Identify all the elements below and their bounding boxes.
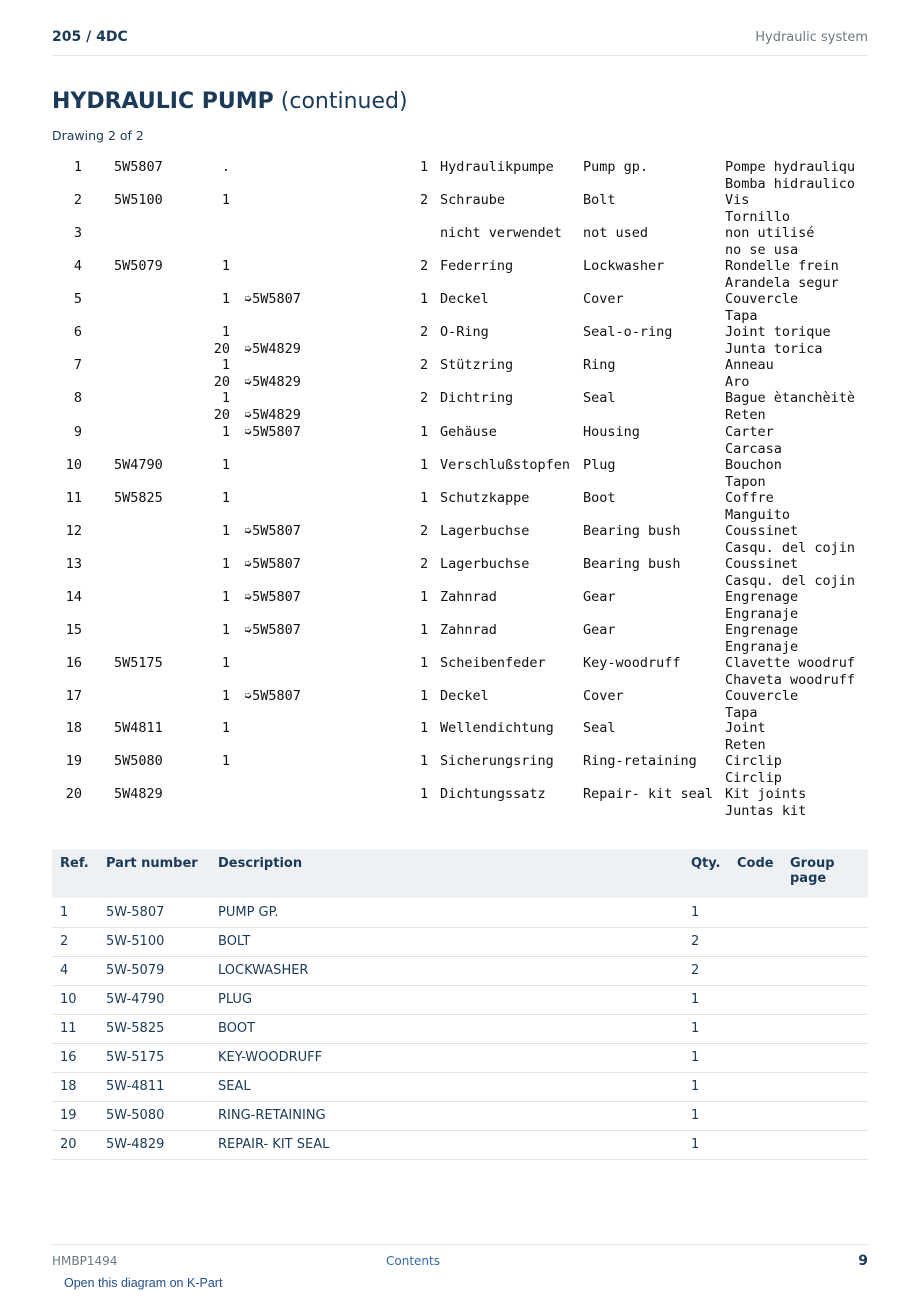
legacy-desc-fr: Carter <box>725 424 774 440</box>
cell-part-number: 5W-4790 <box>106 985 218 1014</box>
legacy-desc-es: Reten <box>725 737 766 753</box>
cell-part-number: 5W-5100 <box>106 927 218 956</box>
legacy-cross-ref: ➭5W5807 <box>244 589 301 605</box>
legacy-desc-en: Cover <box>583 688 624 704</box>
legacy-ref: 16 <box>65 655 82 671</box>
legacy-row <box>0 688 920 722</box>
cell-ref: 18 <box>52 1072 106 1101</box>
table-row <box>52 1043 868 1072</box>
cell-ref: 10 <box>52 985 106 1014</box>
legacy-part-number: 5W4811 <box>114 720 163 736</box>
legacy-cross-ref-sub: ➭5W4829 <box>244 407 301 423</box>
legacy-qty-2: 2 <box>420 523 429 539</box>
legacy-desc-de: Dichtungssatz <box>440 786 546 802</box>
col-header-ref: Ref. <box>60 856 89 871</box>
legacy-desc-de: Zahnrad <box>440 589 497 605</box>
legacy-desc-de: Scheibenfeder <box>440 655 546 671</box>
cell-part-number: 5W-5175 <box>106 1043 218 1072</box>
table-row <box>52 898 868 927</box>
legacy-ref: 5 <box>73 291 82 307</box>
legacy-ref: 20 <box>65 786 82 802</box>
cell-group-page <box>790 985 868 1014</box>
cell-group-page <box>790 956 868 985</box>
legacy-desc-es: Casqu. del cojin <box>725 540 856 556</box>
legacy-qty: 1 <box>221 324 230 340</box>
contents-link[interactable]: Contents <box>386 1254 440 1268</box>
table-row <box>52 956 868 985</box>
legacy-desc-es: Bomba hidraulico <box>725 176 856 192</box>
legacy-desc-de: Schutzkappe <box>440 490 530 506</box>
legacy-desc-en: Bearing bush <box>583 523 681 539</box>
legacy-part-number: 5W5080 <box>114 753 163 769</box>
cell-part-number: 5W-4829 <box>106 1130 218 1159</box>
parts-table <box>52 849 868 1160</box>
legacy-row <box>0 457 920 491</box>
legacy-desc-es: Juntas kit <box>725 803 807 819</box>
legacy-ref: 11 <box>65 490 82 506</box>
legacy-desc-de: Hydraulikpumpe <box>440 159 554 175</box>
legacy-qty-sub: 20 <box>213 407 230 423</box>
legacy-row <box>0 622 920 656</box>
legacy-desc-fr: Clavette woodruf <box>725 655 856 671</box>
legacy-qty: 1 <box>221 291 230 307</box>
legacy-qty: 1 <box>221 258 230 274</box>
legacy-desc-fr: Engrenage <box>725 589 799 605</box>
cell-description: BOOT <box>218 1014 691 1043</box>
legacy-qty-2: 1 <box>420 622 429 638</box>
legacy-qty-2: 1 <box>420 786 429 802</box>
legacy-desc-de: Sicherungsring <box>440 753 554 769</box>
legacy-ref: 13 <box>65 556 82 572</box>
legacy-part-number: 5W5825 <box>114 490 163 506</box>
legacy-desc-en: Bearing bush <box>583 556 681 572</box>
cell-description: RING-RETAINING <box>218 1101 691 1130</box>
legacy-desc-es: Tapon <box>725 474 766 490</box>
legacy-qty-sub: 20 <box>213 374 230 390</box>
legacy-qty: 1 <box>221 192 230 208</box>
legacy-desc-de: nicht verwendet <box>440 225 562 241</box>
table-row <box>52 1014 868 1043</box>
legacy-desc-fr: Pompe hydrauliqu <box>725 159 856 175</box>
legacy-ref: 18 <box>65 720 82 736</box>
legacy-row <box>0 786 920 820</box>
legacy-row <box>0 424 920 458</box>
cell-description: REPAIR- KIT SEAL <box>218 1130 691 1159</box>
legacy-cross-ref: ➭5W5807 <box>244 523 301 539</box>
legacy-qty-2: 1 <box>420 720 429 736</box>
legacy-qty: 1 <box>221 753 230 769</box>
legacy-desc-de: Deckel <box>440 291 489 307</box>
legacy-qty: 1 <box>221 720 230 736</box>
legacy-qty-2: 2 <box>420 556 429 572</box>
cell-description: LOCKWASHER <box>218 956 691 985</box>
legacy-desc-es: Tornillo <box>725 209 791 225</box>
legacy-qty-2: 2 <box>420 192 429 208</box>
legacy-cross-ref: ➭5W5807 <box>244 291 301 307</box>
legacy-qty-2: 1 <box>420 424 429 440</box>
legacy-qty: 1 <box>221 457 230 473</box>
legacy-row <box>0 523 920 557</box>
legacy-ref: 3 <box>73 225 82 241</box>
cell-code <box>737 1014 790 1043</box>
legacy-row <box>0 225 920 259</box>
legacy-qty: 1 <box>221 589 230 605</box>
legacy-part-number: 5W4790 <box>114 457 163 473</box>
legacy-desc-es: Junta torica <box>725 341 823 357</box>
legacy-desc-fr: Joint torique <box>725 324 831 340</box>
cell-description: BOLT <box>218 927 691 956</box>
legacy-desc-es: Engranaje <box>725 606 799 622</box>
cell-qty: 1 <box>691 1043 737 1072</box>
cell-qty: 1 <box>691 898 737 927</box>
legacy-desc-es: Arandela segur <box>725 275 839 291</box>
legacy-qty-2: 1 <box>420 589 429 605</box>
cell-group-page <box>790 898 868 927</box>
cell-description: PLUG <box>218 985 691 1014</box>
legacy-desc-en: Boot <box>583 490 616 506</box>
legacy-desc-de: Verschlußstopfen <box>440 457 571 473</box>
legacy-qty: . <box>221 159 230 175</box>
legacy-desc-de: Stützring <box>440 357 514 373</box>
legacy-desc-de: Federring <box>440 258 514 274</box>
cell-ref: 1 <box>52 898 106 927</box>
legacy-desc-de: Gehäuse <box>440 424 497 440</box>
legacy-qty-2: 1 <box>420 490 429 506</box>
legacy-cross-ref-sub: ➭5W4829 <box>244 341 301 357</box>
legacy-row <box>0 324 920 358</box>
legacy-desc-de: Lagerbuchse <box>440 523 530 539</box>
legacy-row <box>0 720 920 754</box>
legacy-desc-fr: Kit joints <box>725 786 807 802</box>
legacy-part-number: 5W4829 <box>114 786 163 802</box>
legacy-ref: 14 <box>65 589 82 605</box>
cell-code <box>737 898 790 927</box>
cell-qty: 1 <box>691 985 737 1014</box>
legacy-qty-sub: 20 <box>213 341 230 357</box>
table-header-row <box>52 849 868 898</box>
legacy-qty: 1 <box>221 490 230 506</box>
cell-part-number: 5W-5807 <box>106 898 218 927</box>
legacy-desc-en: not used <box>583 225 649 241</box>
legacy-desc-en: Gear <box>583 622 616 638</box>
cell-code <box>737 1101 790 1130</box>
legacy-ref: 9 <box>73 424 82 440</box>
cell-qty: 1 <box>691 1101 737 1130</box>
legacy-desc-de: Lagerbuchse <box>440 556 530 572</box>
cell-code <box>737 985 790 1014</box>
legacy-ref: 7 <box>73 357 82 373</box>
legacy-desc-en: Seal <box>583 720 616 736</box>
legacy-qty-2: 2 <box>420 357 429 373</box>
legacy-desc-es: Aro <box>725 374 750 390</box>
cell-group-page <box>790 1072 868 1101</box>
legacy-desc-fr: Bouchon <box>725 457 782 473</box>
legacy-desc-en: Plug <box>583 457 616 473</box>
cell-group-page <box>790 1014 868 1043</box>
col-header-qty: Qty. <box>691 856 721 871</box>
legacy-qty-2: 1 <box>420 159 429 175</box>
legacy-row <box>0 291 920 325</box>
legacy-desc-de: Dichtring <box>440 390 514 406</box>
legacy-desc-fr: Coussinet <box>725 523 799 539</box>
cell-group-page <box>790 1043 868 1072</box>
legacy-cross-ref: ➭5W5807 <box>244 556 301 572</box>
legacy-desc-en: Key-woodruff <box>583 655 681 671</box>
cell-qty: 1 <box>691 1072 737 1101</box>
cell-description: PUMP GP. <box>218 898 691 927</box>
legacy-desc-es: Tapa <box>725 705 758 721</box>
legacy-desc-de: Wellendichtung <box>440 720 554 736</box>
legacy-part-number: 5W5079 <box>114 258 163 274</box>
legacy-desc-fr: Circlip <box>725 753 782 769</box>
page-number: 9 <box>858 1253 868 1269</box>
cell-code <box>737 1130 790 1159</box>
legacy-row <box>0 589 920 623</box>
col-header-group-page: Group page <box>790 856 835 886</box>
table-row <box>52 1101 868 1130</box>
legacy-ref: 1 <box>73 159 82 175</box>
cell-part-number: 5W-5080 <box>106 1101 218 1130</box>
cell-group-page <box>790 1130 868 1159</box>
legacy-qty: 1 <box>221 688 230 704</box>
legacy-row <box>0 258 920 292</box>
cell-code <box>737 956 790 985</box>
legacy-cross-ref: ➭5W5807 <box>244 688 301 704</box>
legacy-desc-es: Circlip <box>725 770 782 786</box>
cell-ref: 16 <box>52 1043 106 1072</box>
legacy-ref: 6 <box>73 324 82 340</box>
legacy-ref: 17 <box>65 688 82 704</box>
legacy-qty: 1 <box>221 655 230 671</box>
legacy-desc-de: Schraube <box>440 192 506 208</box>
legacy-qty-2: 1 <box>420 753 429 769</box>
legacy-desc-de: Deckel <box>440 688 489 704</box>
cell-code <box>737 1072 790 1101</box>
page-footer <box>52 1244 868 1274</box>
drawing-caption: Drawing 2 of 2 <box>52 128 144 143</box>
table-row <box>52 985 868 1014</box>
cell-part-number: 5W-5825 <box>106 1014 218 1043</box>
legacy-desc-es: Carcasa <box>725 441 782 457</box>
legacy-desc-en: Cover <box>583 291 624 307</box>
legacy-desc-fr: Rondelle frein <box>725 258 839 274</box>
legacy-qty-2: 2 <box>420 390 429 406</box>
legacy-qty-2: 1 <box>420 688 429 704</box>
page-title-suffix: (continued) <box>273 89 408 114</box>
legacy-desc-es: Engranaje <box>725 639 799 655</box>
open-kpart-link[interactable]: Open this diagram on K-Part <box>64 1276 223 1290</box>
cell-group-page <box>790 927 868 956</box>
legacy-desc-fr: Coussinet <box>725 556 799 572</box>
legacy-ref: 19 <box>65 753 82 769</box>
cell-description: KEY-WOODRUFF <box>218 1043 691 1072</box>
legacy-desc-fr: Engrenage <box>725 622 799 638</box>
legacy-part-number: 5W5100 <box>114 192 163 208</box>
col-header-code: Code <box>737 856 774 871</box>
legacy-ref: 4 <box>73 258 82 274</box>
cell-ref: 2 <box>52 927 106 956</box>
legacy-cross-ref: ➭5W5807 <box>244 622 301 638</box>
legacy-qty-2: 2 <box>420 324 429 340</box>
legacy-desc-fr: Anneau <box>725 357 774 373</box>
legacy-desc-es: Tapa <box>725 308 758 324</box>
page-title-main: HYDRAULIC PUMP <box>52 89 274 114</box>
cell-ref: 11 <box>52 1014 106 1043</box>
legacy-qty-2: 1 <box>420 457 429 473</box>
legacy-desc-es: Manguito <box>725 507 791 523</box>
cell-ref: 20 <box>52 1130 106 1159</box>
cell-qty: 2 <box>691 927 737 956</box>
legacy-desc-en: Ring <box>583 357 616 373</box>
legacy-row <box>0 159 920 193</box>
legacy-qty: 1 <box>221 390 230 406</box>
legacy-row <box>0 357 920 391</box>
legacy-desc-fr: Joint <box>725 720 766 736</box>
cell-qty: 2 <box>691 956 737 985</box>
legacy-desc-en: Repair- kit seal <box>583 786 714 802</box>
legacy-ref: 2 <box>73 192 82 208</box>
legacy-row <box>0 390 920 424</box>
legacy-desc-es: no se usa <box>725 242 799 258</box>
legacy-desc-en: Housing <box>583 424 640 440</box>
legacy-desc-fr: Coffre <box>725 490 774 506</box>
cell-ref: 19 <box>52 1101 106 1130</box>
legacy-row <box>0 753 920 787</box>
legacy-desc-en: Ring-retaining <box>583 753 697 769</box>
legacy-ref: 8 <box>73 390 82 406</box>
cell-ref: 4 <box>52 956 106 985</box>
legacy-row <box>0 192 920 226</box>
legacy-row <box>0 655 920 689</box>
cell-description: SEAL <box>218 1072 691 1101</box>
legacy-desc-fr: Vis <box>725 192 750 208</box>
legacy-desc-es: Casqu. del cojin <box>725 573 856 589</box>
legacy-desc-en: Pump gp. <box>583 159 649 175</box>
legacy-qty-2: 2 <box>420 258 429 274</box>
cell-part-number: 5W-5079 <box>106 956 218 985</box>
legacy-desc-fr: Couvercle <box>725 291 799 307</box>
legacy-desc-es: Chaveta woodruff <box>725 672 856 688</box>
cell-code <box>737 1043 790 1072</box>
legacy-desc-fr: non utilisé <box>725 225 815 241</box>
legacy-desc-de: O-Ring <box>440 324 489 340</box>
table-row <box>52 1130 868 1159</box>
legacy-desc-es: Reten <box>725 407 766 423</box>
cell-code <box>737 927 790 956</box>
legacy-row <box>0 556 920 590</box>
legacy-desc-en: Lockwasher <box>583 258 665 274</box>
col-header-description: Description <box>218 856 303 871</box>
legacy-desc-en: Seal <box>583 390 616 406</box>
legacy-ref: 12 <box>65 523 82 539</box>
legacy-ref: 15 <box>65 622 82 638</box>
legacy-cross-ref-sub: ➭5W4829 <box>244 374 301 390</box>
legacy-qty-2: 1 <box>420 291 429 307</box>
legacy-qty: 1 <box>221 556 230 572</box>
cell-qty: 1 <box>691 1014 737 1043</box>
legacy-qty-2: 1 <box>420 655 429 671</box>
table-row <box>52 1072 868 1101</box>
cell-qty: 1 <box>691 1130 737 1159</box>
legacy-ref: 10 <box>65 457 82 473</box>
cell-group-page <box>790 1101 868 1130</box>
legacy-qty: 1 <box>221 523 230 539</box>
legacy-part-number: 5W5175 <box>114 655 163 671</box>
legacy-row <box>0 490 920 524</box>
legacy-desc-en: Seal-o-ring <box>583 324 673 340</box>
legacy-part-number: 5W5807 <box>114 159 163 175</box>
legacy-qty: 1 <box>221 424 230 440</box>
cell-part-number: 5W-4811 <box>106 1072 218 1101</box>
legacy-desc-en: Bolt <box>583 192 616 208</box>
document-id: HMBP1494 <box>52 1254 118 1268</box>
legacy-desc-en: Gear <box>583 589 616 605</box>
legacy-desc-fr: Couvercle <box>725 688 799 704</box>
table-row <box>52 927 868 956</box>
legacy-cross-ref: ➭5W5807 <box>244 424 301 440</box>
legacy-qty: 1 <box>221 622 230 638</box>
col-header-part-number: Part number <box>106 856 198 871</box>
breadcrumb: 205 / 4DC <box>52 29 128 45</box>
legacy-qty: 1 <box>221 357 230 373</box>
legacy-desc-fr: Bague ètanchèitè <box>725 390 856 406</box>
legacy-desc-de: Zahnrad <box>440 622 497 638</box>
section-name: Hydraulic system <box>755 30 868 45</box>
